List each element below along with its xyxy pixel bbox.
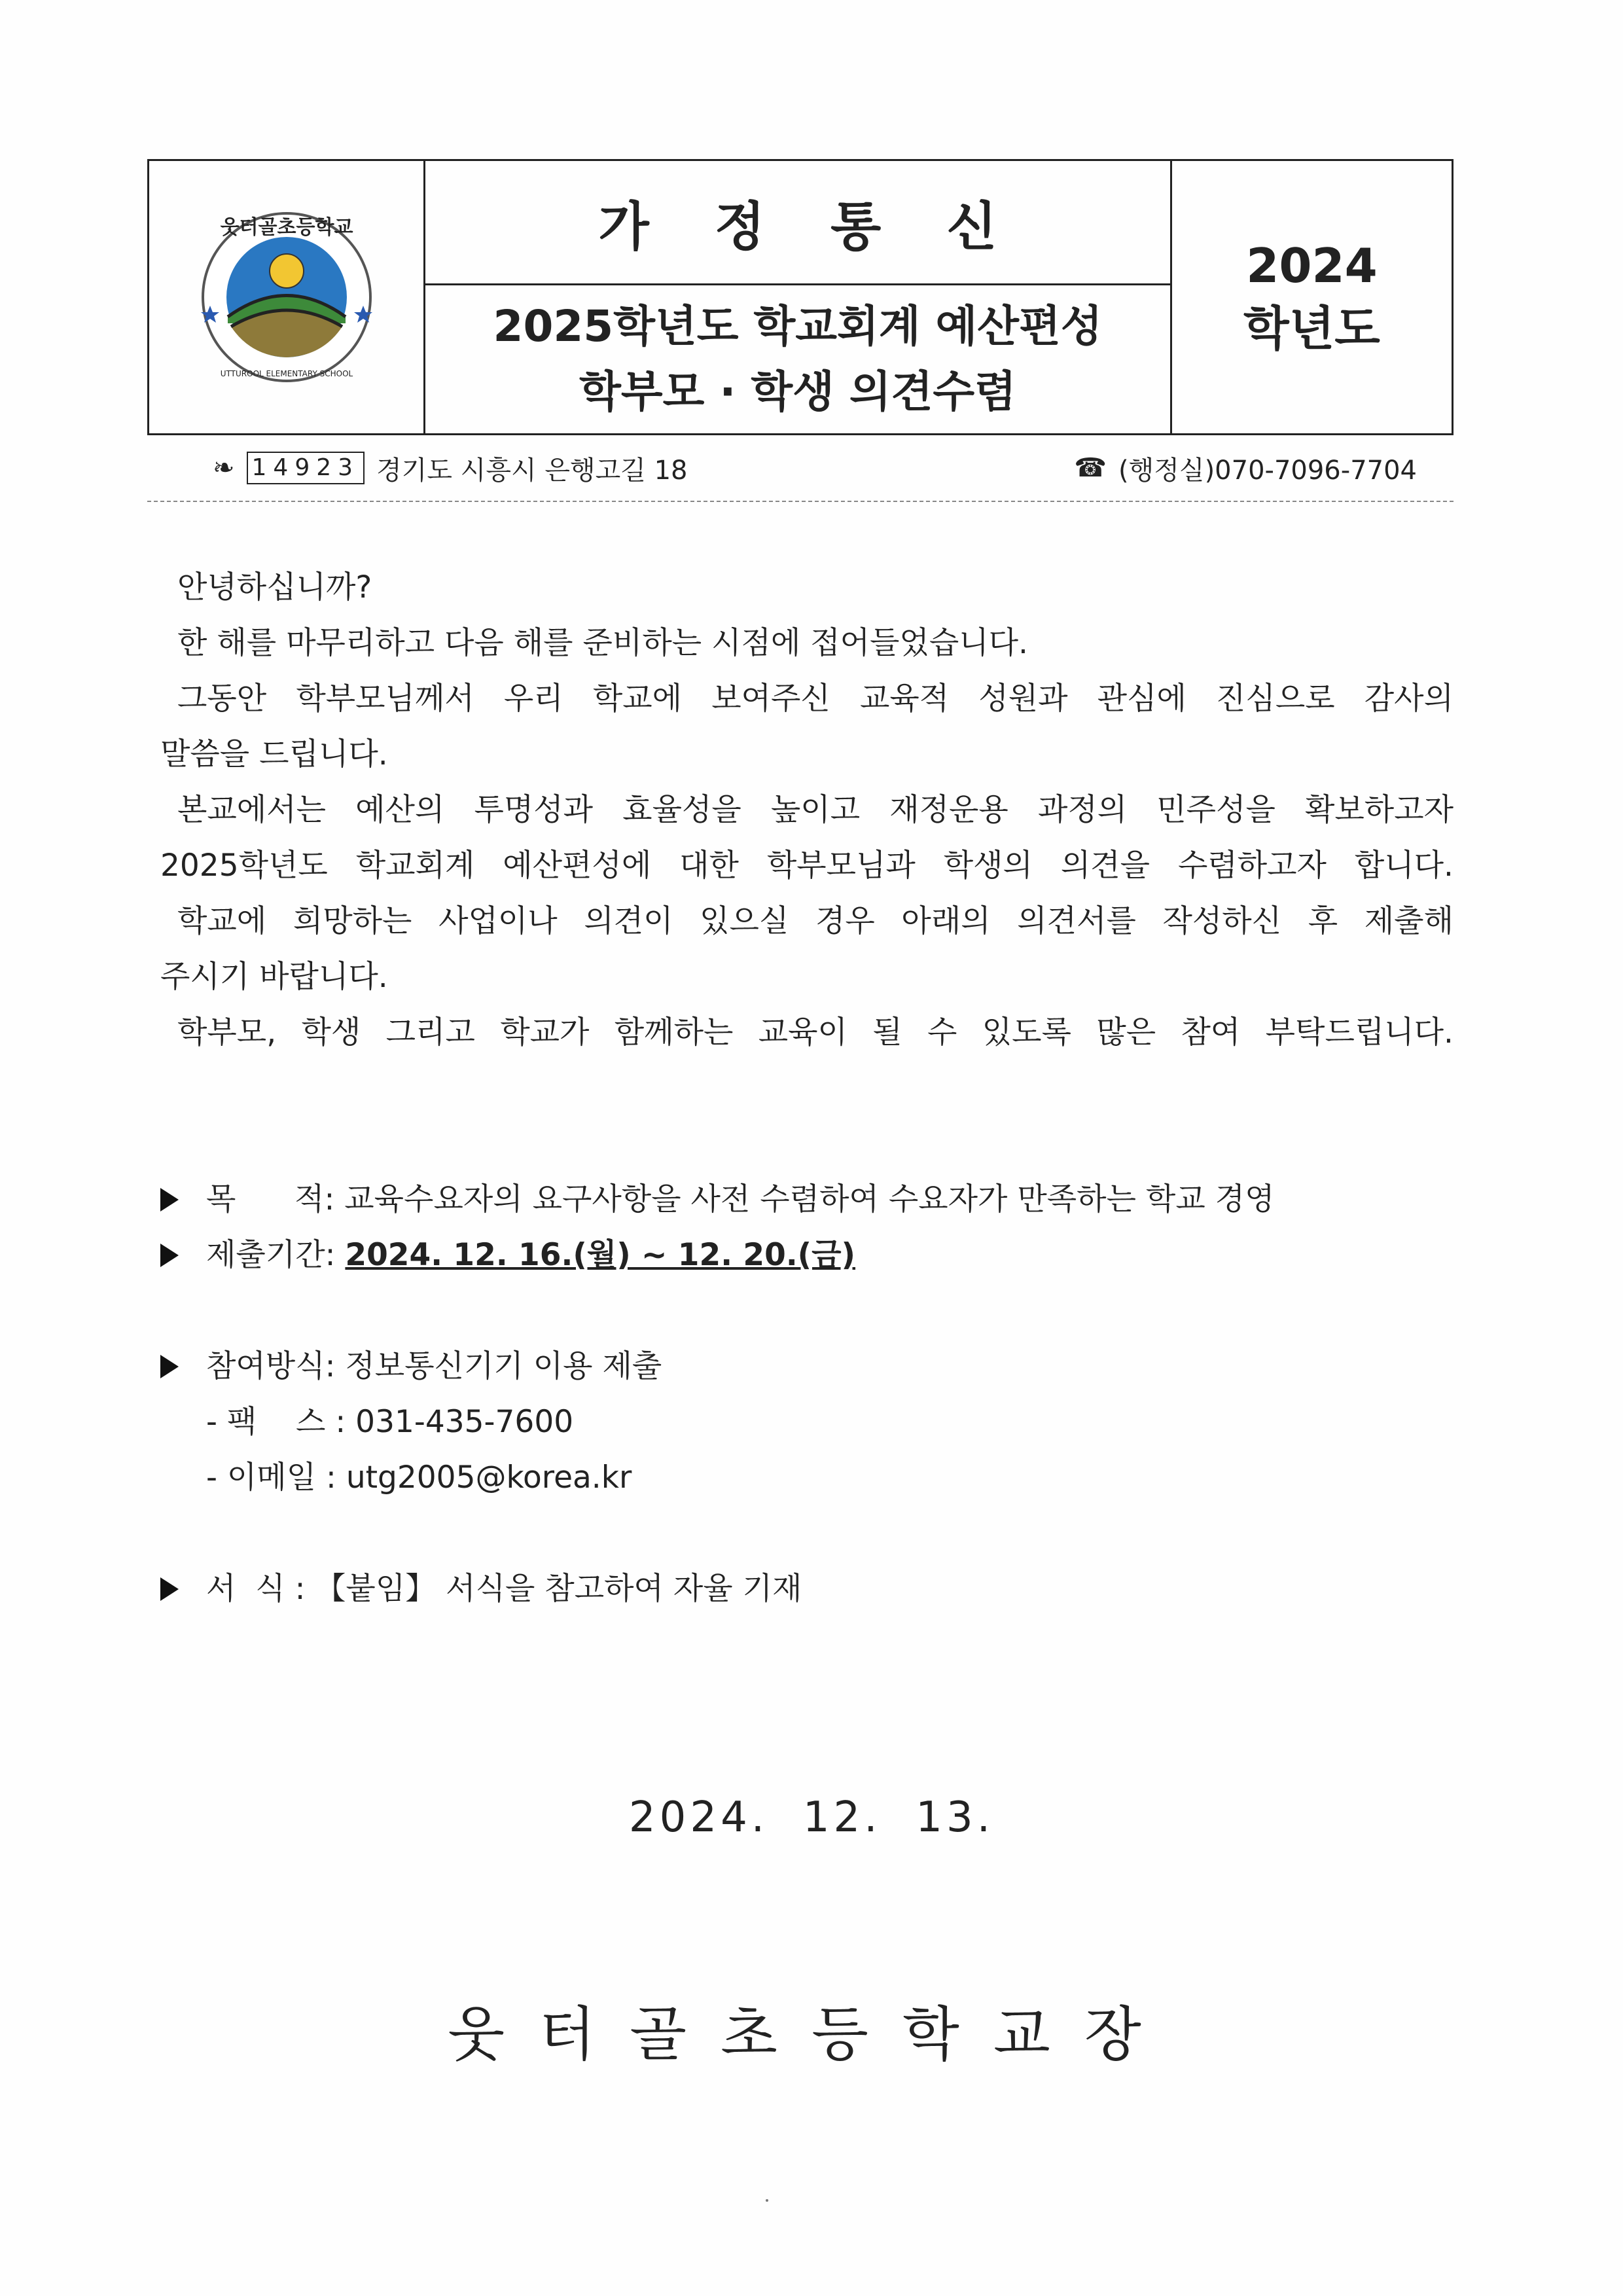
method-value: 정보통신기기 이용 제출 [345,1348,662,1384]
paragraph-4-line2: 2025학년도 학교회계 예산편성에 대한 학부모님과 학생의 의견을 수렴하고자 합니다. [160,848,1454,884]
year-label: 학년도 [1243,301,1380,356]
address [213,450,688,487]
header-table [147,159,1454,435]
fax-line: - 팩 스 : 031-435-7600 [206,1404,574,1440]
item-method [160,1338,1454,1394]
leaf-icon: ❧ [213,453,235,483]
paragraph-5-line2: 주시기 바랍니다. [160,959,388,995]
divider [147,501,1454,502]
form-label: 서 식 : [206,1571,306,1607]
item-form [160,1561,1454,1617]
issue-date: 2024. 12. 13. [628,1793,995,1842]
subtitle-line1: 2025학년도 학교회계 예산편성 [493,301,1103,351]
phone-icon: ☎ [1074,453,1107,483]
email-line: - 이메일 : utg2005@korea.kr [206,1460,632,1496]
period-value: 2024. 12. 16.(월) ~ 12. 20.(금) [345,1237,856,1273]
purpose-label: 목 적: [206,1181,335,1217]
logo-english-text: UTTUROOL ELEMENTARY SCHOOL [220,369,353,378]
subtitle-line2: 학부모 · 학생 의견수렴 [579,367,1016,417]
triangle-bullet-icon [160,1355,179,1378]
phone [1074,450,1417,487]
paragraph-3-line1: 그동안 학부모님께서 우리 학교에 보여주신 교육적 성원과 관심에 진심으로 감사의 [177,681,1454,717]
item-period [160,1227,1454,1283]
paragraph-greeting: 안녕하십니까? [177,569,372,605]
item-purpose [160,1172,1454,1227]
method-label: 참여방식: [206,1348,336,1384]
triangle-bullet-icon [160,1188,179,1211]
paragraph-3-line2: 말씀을 드립니다. [160,736,388,772]
logo-ring-text: 웃터골초등학교 [220,216,353,239]
school-logo [198,209,375,386]
triangle-bullet-icon [160,1577,179,1601]
address-row [213,448,1417,488]
zip-code: 14923 [247,452,365,484]
logo-cell [149,161,425,433]
page-title: 가정통신 [425,161,1170,285]
letter-body [160,560,1454,1060]
paragraph-4-line1: 본교에서는 예산의 투명성과 효율성을 높이고 재정운용 과정의 민주성을 확보하고자 [177,792,1454,828]
purpose-value: 교육수요자의 요구사항을 사전 수렴하여 수요자가 만족하는 학교 경영 [344,1181,1275,1217]
title-cell [425,161,1172,433]
year: 2024 [1246,238,1378,293]
info-items [160,1172,1454,1617]
paragraph-2: 한 해를 마무리하고 다음 해를 준비하는 시점에 접어들었습니다. [177,625,1028,661]
address-text: 경기도 시흥시 은행고길 18 [376,455,688,486]
year-cell [1172,161,1452,433]
phone-number: (행정실)070-7096-7704 [1118,455,1417,486]
period-label: 제출기간: [206,1237,336,1273]
form-value: 【붙임】 서식을 참고하여 자율 기재 [315,1571,802,1607]
paragraph-6: 학부모, 학생 그리고 학교가 함께하는 교육이 될 수 있도록 많은 참여 부탁드립니다. [177,1014,1454,1050]
scan-speck [766,2199,768,2202]
subtitle [425,285,1170,433]
principal-signature: 웃터골초등학교장 [448,2000,1175,2069]
paragraph-5-line1: 학교에 희망하는 사업이나 의견이 있으실 경우 아래의 의견서를 작성하신 후 제출해 [177,903,1454,939]
triangle-bullet-icon [160,1244,179,1267]
